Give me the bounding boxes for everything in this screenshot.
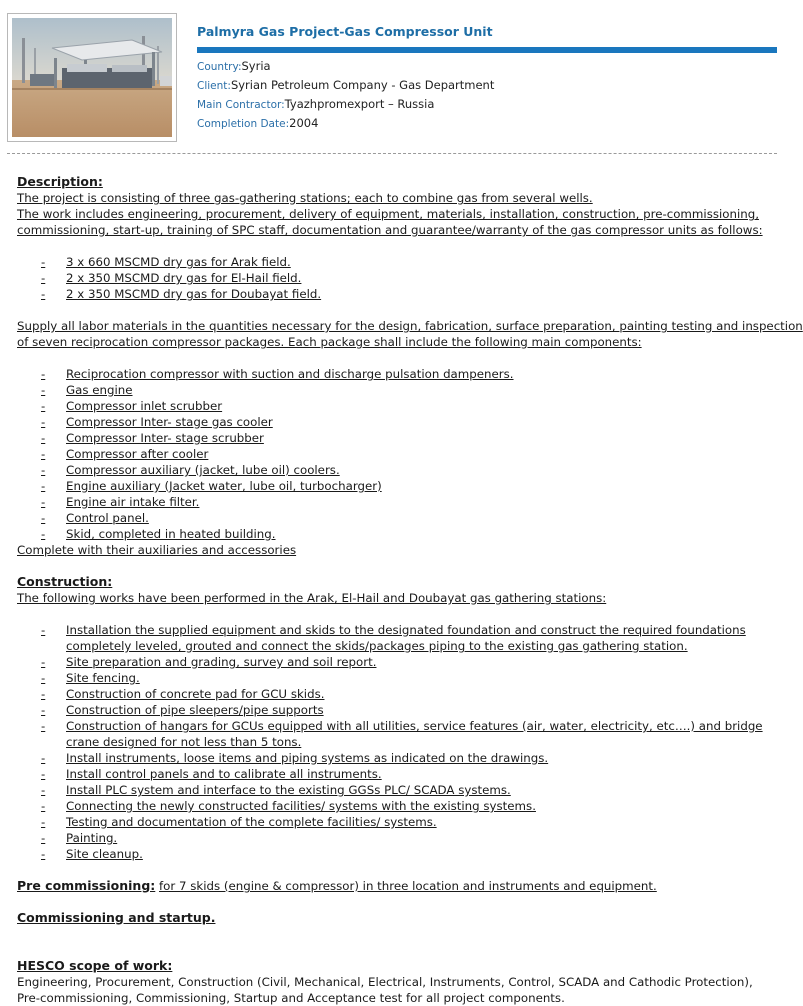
description-text: The work includes engineering, procurement, delivery of equipment, materials, installation, construction, pre-commissioning, [17, 207, 759, 221]
precommissioning-line [17, 878, 787, 894]
list-item: - Compressor Inter- stage gas cooler [41, 415, 273, 429]
project-details [17, 174, 803, 1006]
divider [7, 153, 777, 154]
list-item: - Site cleanup. [41, 847, 143, 861]
construction-heading: Construction: [17, 574, 113, 589]
scope-text: Engineering, Procurement, Construction (Civil, Mechanical, Electrical, Instruments, Control, SCADA and Cathodic Protection), Pre-commissioning, Commissioning, Startup and Acceptance test for all project components. [17, 975, 753, 1005]
list-item: - Installation the supplied equipment and skids to the designated foundation and construct the required foundations completely leveled, grouted and connect the skids/packages piping to the existing gas gathering station. [41, 623, 746, 653]
description-heading: Description: [17, 174, 103, 189]
list-item: - Construction of pipe sleepers/pipe supports [41, 703, 324, 717]
completion-row: Completion Date:2004 [197, 116, 319, 130]
gas-plant-image [12, 18, 172, 137]
commissioning-heading: Commissioning and startup. [17, 910, 216, 925]
list-item: - Connecting the newly constructed facilities/ systems with the existing systems. [41, 799, 536, 813]
complete-text: Complete with their auxiliaries and accessories [17, 543, 297, 557]
list-item: - 2 x 350 MSCMD dry gas for El-Hail field. [41, 271, 302, 285]
project-meta [197, 57, 494, 133]
list-item: - Compressor after cooler [41, 447, 209, 461]
contractor-row: Main Contractor:Tyazhpromexport – Russia [197, 97, 435, 111]
list-item: - Construction of concrete pad for GCU skids. [41, 687, 325, 701]
list-item: - Site preparation and grading, survey and soil report. [41, 655, 377, 669]
list-item: - Install instruments, loose items and piping systems as indicated on the drawings. [41, 751, 549, 765]
list-item: - Engine air intake filter. [41, 495, 200, 509]
supply-text: Supply all labor materials in the quantities necessary for the design, fabrication, surface preparation, painting testing and inspection [17, 319, 803, 333]
client-value: Syrian Petroleum Company - Gas Department [230, 78, 495, 92]
list-item: - Control panel. [41, 511, 149, 525]
list-item: - Compressor auxiliary (jacket, lube oil) coolers. [41, 463, 340, 477]
field-list [17, 254, 787, 302]
precommissioning-heading: Pre commissioning: [17, 878, 156, 893]
client-row: Client:Syrian Petroleum Company - Gas Department [197, 78, 495, 92]
list-item: - Skid, completed in heated building. [41, 527, 276, 541]
project-photo [7, 13, 177, 142]
list-item: - Compressor Inter- stage scrubber [41, 431, 264, 445]
list-item: - Construction of hangars for GCUs equipped with all utilities, service features (air, water, electricity, etc….) and bridge crane designed for not less than 5 tons. [41, 719, 763, 749]
list-item: - Reciprocation compressor with suction and discharge pulsation dampeners. [41, 367, 514, 381]
project-title: Palmyra Gas Project-Gas Compressor Unit [197, 24, 493, 39]
country-row: Country:Syria [197, 59, 271, 73]
description-text: commissioning, start-up, training of SPC staff, documentation and guarantee/warranty of the gas compressor units as follows: [17, 223, 763, 237]
country-value: Syria [241, 59, 271, 73]
construction-intro: The following works have been performed in the Arak, El-Hail and Doubayat gas gathering stations: [17, 591, 607, 605]
list-item: - 2 x 350 MSCMD dry gas for Doubayat field. [41, 287, 322, 301]
list-item: - Gas engine [41, 383, 133, 397]
construction-list [17, 622, 787, 862]
list-item: - Testing and documentation of the complete facilities/ systems. [41, 815, 437, 829]
list-item: - Compressor inlet scrubber [41, 399, 223, 413]
component-list [17, 366, 787, 542]
list-item: - Engine auxiliary (Jacket water, lube oil, turbocharger) [41, 479, 382, 493]
supply-text: of seven reciprocation compressor packages. Each package shall include the following main components: [17, 335, 642, 349]
scope-heading: HESCO scope of work: [17, 958, 173, 973]
precommissioning-text: for 7 skids (engine & compressor) in three location and instruments and equipment. [159, 879, 657, 893]
completion-value: 2004 [289, 116, 319, 130]
description-text: The project is consisting of three gas-gathering stations; each to combine gas from several wells. [17, 191, 593, 205]
list-item: - 3 x 660 MSCMD dry gas for Arak field. [41, 255, 291, 269]
list-item: - Install PLC system and interface to the existing GGSs PLC/ SCADA systems. [41, 783, 511, 797]
list-item: - Install control panels and to calibrate all instruments. [41, 767, 382, 781]
list-item: - Painting. [41, 831, 118, 845]
contractor-value: Tyazhpromexport – Russia [284, 97, 435, 111]
title-underline-bar [197, 47, 777, 53]
project-header [7, 13, 777, 143]
list-item: - Site fencing. [41, 671, 140, 685]
